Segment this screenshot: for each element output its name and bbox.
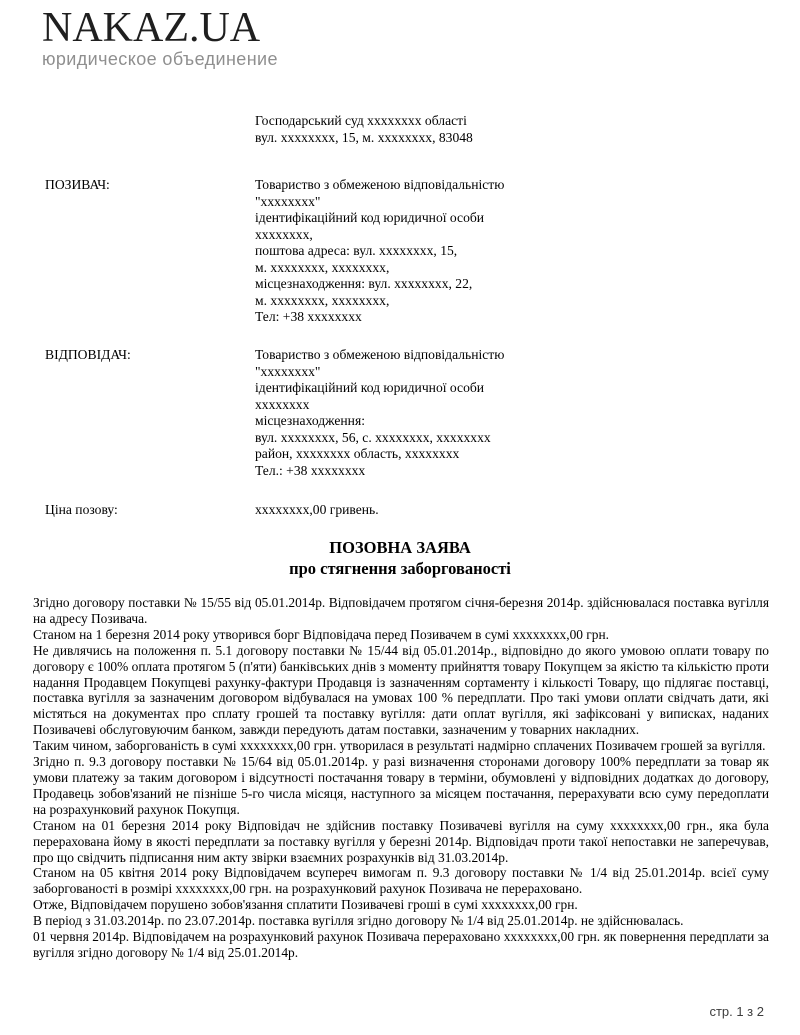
- plaintiff-label: ПОЗИВАЧ:: [45, 177, 110, 192]
- logo-title: NAKAZ.UA: [42, 5, 261, 51]
- body-paragraph: Таким чином, заборгованість в сумі хххххххх,00 грн. утворилася в результаті надмірно сплачених Позивачем грошей за вугілля.: [33, 738, 766, 754]
- body-paragraph: Згідно договору поставки № 15/55 від 05.01.2014р. Відповідачем протягом січня-березня 2014р. здійснювалася поставка вугілля на адресу Позивача.: [33, 595, 769, 626]
- defendant-detail-line: ідентифікаційний код юридичної особи: [255, 380, 485, 395]
- document-title-main: ПОЗОВНА ЗАЯВА: [329, 538, 471, 557]
- plaintiff-detail-line: м. хххххххх, хххххххх,: [255, 259, 390, 275]
- defendant-detail-line: вул. хххххххх, 56, с. хххххххх, хххххххх: [255, 429, 491, 445]
- plaintiff-detail-line: місцезнаходження: вул. хххххххх, 22,: [255, 276, 473, 291]
- body-paragraph: Не дивлячись на положення п. 5.1 договору поставки № 15/44 від 05.01.2014р., відповідно до якого умовою оплати товару по договору є 100% оплата протягом 5 (п'яти) банківських днів з моменту прийняття товару Покупцем за якістю та кількістю проти надання Продавцем Покупцеві рахунку-фактури Продавця із зазначенням сортаменту і кількості Товару, що підлягає поставці, поставка вугілля за зазначеним договором відбувалася на умовах 100 % передплати. Про такі умови оплати свідчать дати, які містяться на документах про сплату грошей та поставку вугілля: дати оплат вугілля, які зафіксовані у виписках, наданих Позивачеві обслуговуючим банком, завжди передують датам поставки, зазначеним у товарних накладних.: [33, 642, 769, 738]
- court-address-line: вул. хххххххх, 15, м. хххххххх, 83048: [255, 130, 473, 145]
- plaintiff-detail-line: "хххххххх": [255, 193, 321, 209]
- document-title-sub: про стягнення заборгованості: [289, 559, 511, 578]
- document-title: [0, 537, 800, 579]
- body-paragraph: 01 червня 2014р. Відповідачем на розрахунковий рахунок Позивача перераховано хххххххх,00 грн. як повернення передплати за вугілля згідно договору № 1/4 від 25.01.2014р.: [33, 929, 769, 960]
- defendant-details: [255, 347, 770, 479]
- plaintiff-detail-line: ідентифікаційний код юридичної особи: [255, 210, 485, 225]
- document-body: [33, 595, 769, 961]
- body-paragraph: Станом на 1 березня 2014 року утворився борг Відповідача перед Позивачем в сумі хххххххх,00 грн.: [33, 626, 610, 642]
- defendant-detail-line: "хххххххх": [255, 363, 321, 379]
- defendant-detail-line: район, хххххххх область, хххххххх: [255, 446, 460, 461]
- plaintiff-detail-line: поштова адреса: вул. хххххххх, 15,: [255, 243, 458, 258]
- defendant-detail-line: Товариство з обмеженою відповідальністю: [255, 347, 505, 362]
- body-paragraph: Отже, Відповідачем порушено зобов'язання сплатити Позивачеві гроші в сумі хххххххх,00 грн.: [33, 897, 578, 913]
- claim-price-value: хххххххх,00 гривень.: [255, 502, 379, 517]
- claim-price-label: Ціна позову:: [45, 502, 118, 517]
- court-name-line: Господарський суд хххххххх області: [255, 113, 467, 128]
- logo-subtitle: юридическое объединение: [42, 49, 278, 69]
- body-paragraph: В період з 31.03.2014р. по 23.07.2014р. поставка вугілля згідно договору № 1/4 від 25.01.2014р. не здійснювалась.: [33, 913, 684, 929]
- plaintiff-detail-line: Товариство з обмеженою відповідальністю: [255, 177, 505, 192]
- plaintiff-detail-line: хххххххх,: [255, 226, 313, 242]
- body-paragraph: Станом на 01 березня 2014 року Відповідач не здійснив поставку Позивачеві вугілля на суму хххххххх,00 грн., яка була перерахована йому в якості передплати за поставку вугілля у березні 2014р. Відповідач проти такої непоставки не заперечував, про що свідчить підписання ним акту звірки взаємних розрахунків від 31.03.2014р.: [33, 817, 769, 865]
- plaintiff-detail-line: Тел: +38 хххххххх: [255, 309, 362, 324]
- logo: [42, 6, 278, 69]
- defendant-label: ВІДПОВІДАЧ:: [45, 347, 131, 362]
- plaintiff-detail-line: м. хххххххх, хххххххх,: [255, 292, 390, 308]
- body-paragraph: Станом на 05 квітня 2014 року Відповідачем всупереч вимогам п. 9.3 договору поставки № 1/4 від 25.01.2014р. всієї суму заборгованості в розмірі хххххххх,00 грн. на розрахунковий рахунок Позивача не перераховано.: [33, 865, 769, 897]
- body-paragraph: Згідно п. 9.3 договору поставки № 15/64 від 05.01.2014р. у разі визначення сторонами договору 100% передплати за товар як умови платежу за таким договором і відсутності постачання товару в терміни, обумовлені у відповідних додатках до договору, Продавець зобов'язаний не пізніше 5-го числа місяця, наступного за місяцем постачання, перерахувати всю суму передоплати на розрахунковий рахунок Покупця.: [33, 754, 769, 817]
- defendant-detail-line: хххххххх: [255, 396, 310, 412]
- defendant-detail-line: Тел.: +38 хххххххх: [255, 462, 366, 478]
- court-address-block: [255, 112, 473, 146]
- plaintiff-details: [255, 177, 770, 326]
- page-number: стр. 1 з 2: [709, 1004, 764, 1019]
- defendant-detail-line: місцезнаходження:: [255, 413, 365, 428]
